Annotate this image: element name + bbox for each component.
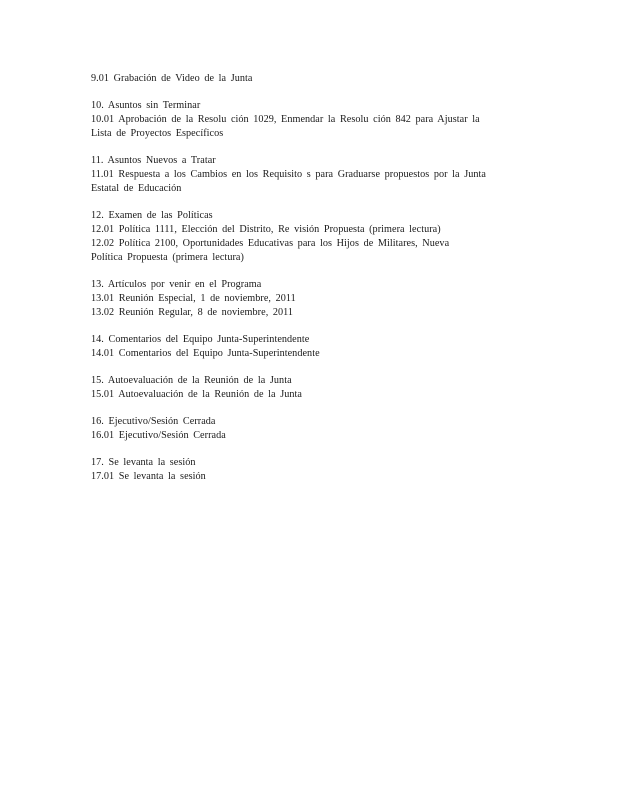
section-14-heading: 14. Comentarios del Equipo Junta-Superintendente: [91, 334, 310, 345]
section-15-heading: 15. Autoevaluación de la Reunión de la Junta: [91, 375, 292, 386]
agenda-section-15: [91, 374, 531, 402]
section-11-heading: 11. Asuntos Nuevos a Tratar: [91, 155, 216, 166]
agenda-section-11: [91, 154, 531, 196]
agenda-section-16: [91, 415, 531, 443]
item-10-01: 10.01 Aprobación de la Resolu ción 1029, Enmendar la Resolu ción 842 para Ajustar la: [91, 114, 480, 125]
section-17-heading: 17. Se levanta la sesión: [91, 457, 196, 468]
agenda-section-14: [91, 333, 531, 361]
document-page: [91, 72, 531, 497]
section-13-heading: 13. Artículos por venir en el Programa: [91, 279, 262, 290]
item-13-01: 13.01 Reunión Especial, 1 de noviembre, 2011: [91, 293, 296, 304]
item-10-01-cont: Lista de Proyectos Específicos: [91, 128, 224, 139]
section-12-heading: 12. Examen de las Políticas: [91, 210, 213, 221]
item-16-01: 16.01 Ejecutivo/Sesión Cerrada: [91, 430, 226, 441]
agenda-item-9: [91, 72, 531, 86]
item-12-01: 12.01 Política 1111, Elección del Distrito, Re visión Propuesta (primera lectura): [91, 224, 441, 235]
section-10-heading: 10. Asuntos sin Terminar: [91, 100, 201, 111]
agenda-section-10: [91, 99, 531, 141]
agenda-section-17: [91, 456, 531, 484]
item-12-02: 12.02 Política 2100, Oportunidades Educativas para los Hijos de Militares, Nueva: [91, 238, 450, 249]
item-15-01: 15.01 Autoevaluación de la Reunión de la Junta: [91, 389, 302, 400]
item-12-02-cont: Política Propuesta (primera lectura): [91, 252, 244, 263]
item-14-01: 14.01 Comentarios del Equipo Junta-Superintendente: [91, 348, 320, 359]
agenda-section-12: [91, 209, 531, 265]
item-9-01: 9.01 Grabación de Video de la Junta: [91, 73, 253, 84]
item-11-01: 11.01 Respuesta a los Cambios en los Requisito s para Graduarse propuestos por la Junta: [91, 169, 486, 180]
item-11-01-cont: Estatal de Educación: [91, 183, 182, 194]
agenda-section-13: [91, 278, 531, 320]
section-16-heading: 16. Ejecutivo/Sesión Cerrada: [91, 416, 216, 427]
item-17-01: 17.01 Se levanta la sesión: [91, 471, 206, 482]
item-13-02: 13.02 Reunión Regular, 8 de noviembre, 2011: [91, 307, 294, 318]
